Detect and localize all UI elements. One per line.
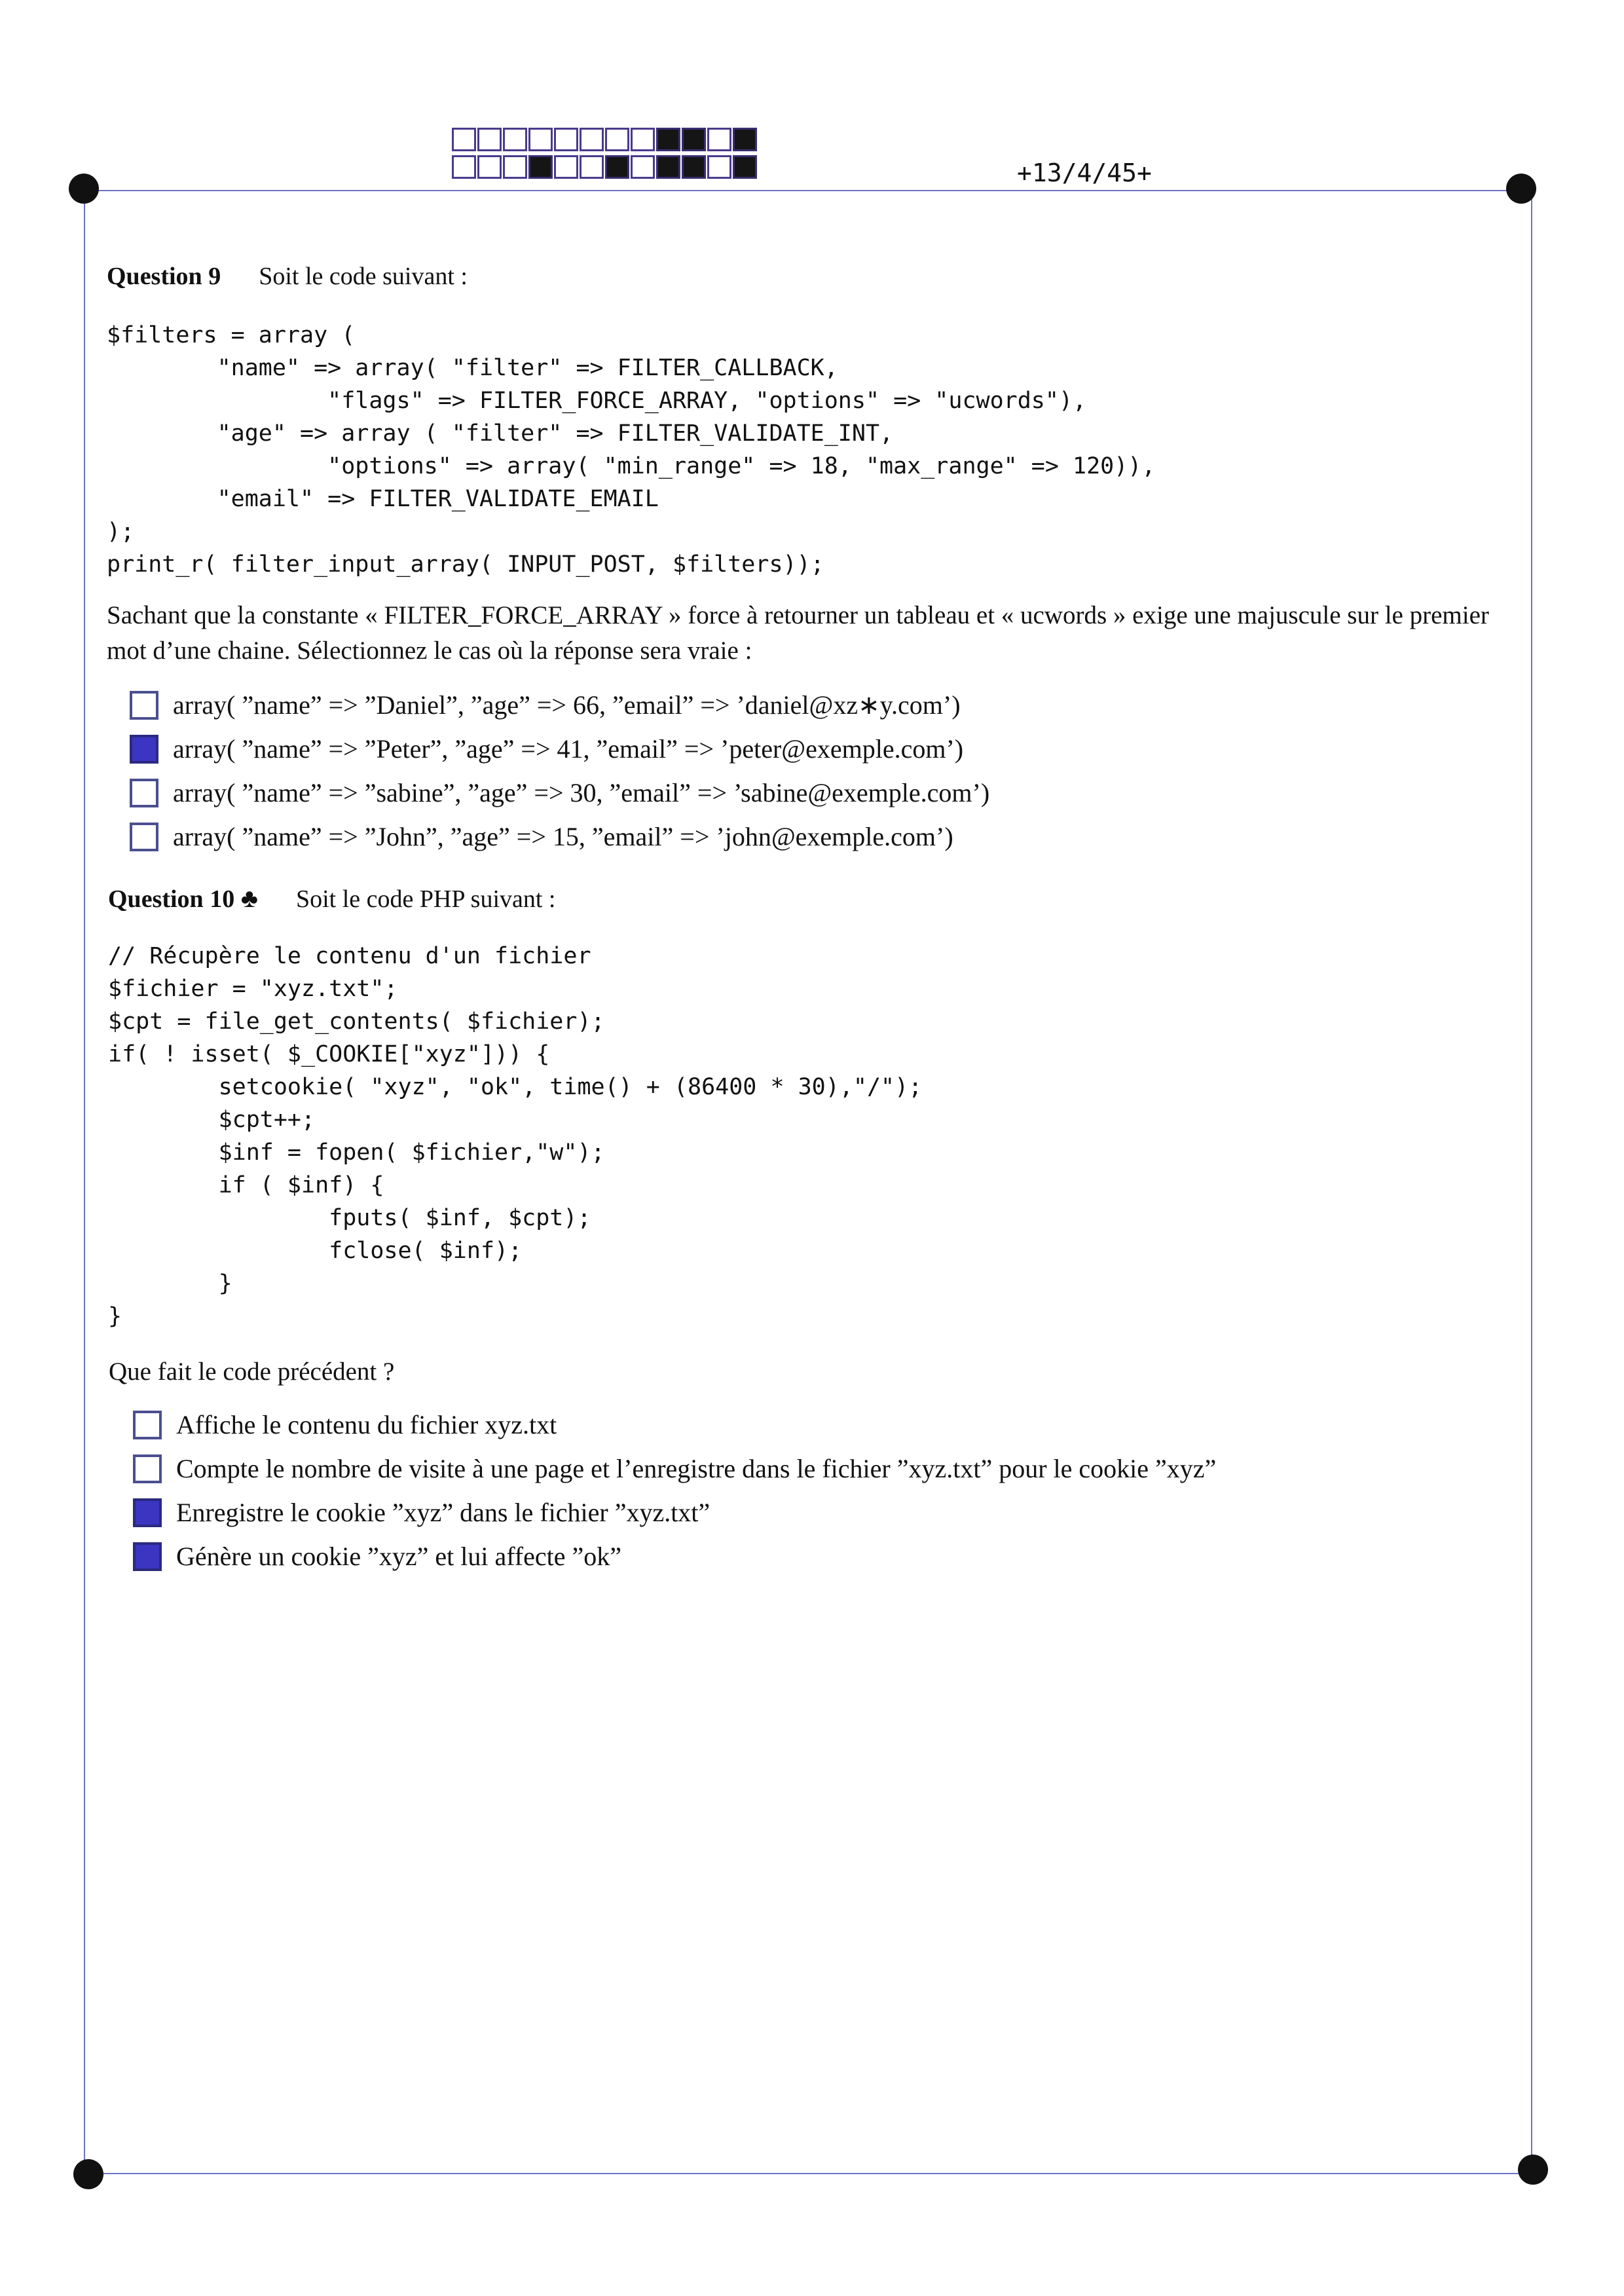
answer-text: Génère un cookie ”xyz” et lui affecte ”ok” — [176, 1542, 621, 1571]
answer-text: array( ”name” => ”sabine”, ”age” => 30, ”email” => ’sabine@exemple.com’) — [173, 778, 990, 807]
barcode-cell-filled — [682, 128, 706, 151]
barcode-cell-empty — [707, 128, 731, 151]
barcode-cell-empty — [580, 155, 604, 179]
barcode-cell-empty — [554, 128, 578, 151]
barcode-row-1 — [452, 128, 757, 151]
q9-answer-1[interactable] — [130, 690, 961, 720]
q10-prompt: Soit le code PHP suivant : — [295, 885, 556, 913]
corner-dot-top-left — [69, 174, 99, 204]
barcode-cell-empty — [503, 155, 527, 179]
barcode-cell-filled — [733, 155, 757, 179]
q10-label: Question 10 — [108, 885, 235, 913]
corner-dot-bottom-left — [73, 2159, 103, 2189]
barcode-cell-empty — [477, 128, 502, 151]
corner-dot-top-right — [1506, 174, 1536, 204]
q9-code: $filters = array ( "name" => array( "filter" => FILTER_CALLBACK, "flags" => FILTER_FORCE_ARRAY, "options" => "ucwords"), "age" => array ( "filter" => FILTER_VALIDATE_INT, "options" => array( "min_range" => 18, "max_range" => 120)), "email" => FILTER_VALIDATE_EMAIL ); print_r( filter_input_array( INPUT_POST, $filters)); — [107, 322, 1156, 578]
q9-answer-3[interactable] — [130, 777, 989, 808]
answer-text: Enregistre le cookie ”xyz” dans le fichier ”xyz.txt” — [176, 1498, 710, 1527]
answer-text: array( ”name” => ”Peter”, ”age” => 41, ”email” => ’peter@exemple.com’) — [173, 734, 964, 764]
answer-text: Compte le nombre de visite à une page et l’enregistre dans le fichier ”xyz.txt” pour le cookie ”xyz” — [176, 1454, 1217, 1483]
q9-statement: Sachant que la constante « FILTER_FORCE_ARRAY » force à retourner un tableau et « ucwords » exige une majuscule sur le premier mot d’une chaine. Sélectionnez le cas où la réponse sera vraie : — [107, 601, 1489, 665]
corner-dot-bottom-right — [1518, 2155, 1548, 2185]
q9-label: Question 9 — [107, 263, 221, 290]
checkbox[interactable] — [133, 1454, 162, 1483]
answer-text: array( ”name” => ”Daniel”, ”age” => 66, ”email” => ’daniel@xz∗y.com’) — [173, 690, 961, 720]
barcode-cell-empty — [631, 155, 655, 179]
club-icon: ♣ — [240, 883, 258, 913]
answer-text: array( ”name” => ”John”, ”age” => 15, ”email” => ’john@exemple.com’) — [173, 822, 953, 851]
page-barcode — [452, 128, 757, 183]
checkbox[interactable] — [133, 1411, 162, 1439]
q10-answer-3[interactable] — [133, 1497, 710, 1528]
barcode-cell-filled — [682, 155, 706, 179]
q10-question: Que fait le code précédent ? — [109, 1358, 395, 1386]
barcode-cell-empty — [631, 128, 655, 151]
barcode-row-2 — [452, 155, 757, 179]
barcode-cell-filled — [656, 155, 680, 179]
barcode-cell-empty — [707, 155, 731, 179]
checkbox[interactable] — [130, 779, 158, 807]
q10-answer-4[interactable] — [133, 1541, 621, 1572]
barcode-cell-empty — [452, 128, 476, 151]
q10-title — [108, 883, 556, 914]
q10-answer-1[interactable] — [133, 1409, 557, 1440]
barcode-cell-filled — [528, 155, 553, 179]
barcode-cell-filled — [656, 128, 680, 151]
answer-text: Affiche le contenu du fichier xyz.txt — [176, 1410, 557, 1439]
barcode-cell-empty — [554, 155, 578, 179]
q9-answer-2[interactable] — [130, 733, 963, 764]
page-id: +13/4/45+ — [1017, 158, 1152, 187]
barcode-cell-empty — [452, 155, 476, 179]
barcode-cell-empty — [605, 128, 629, 151]
barcode-cell-empty — [580, 128, 604, 151]
checkbox[interactable] — [130, 691, 158, 720]
checkbox[interactable] — [130, 823, 158, 851]
barcode-cell-filled — [733, 128, 757, 151]
q9-title — [107, 262, 468, 291]
barcode-cell-empty — [477, 155, 502, 179]
checked-checkbox[interactable] — [130, 735, 158, 764]
checked-checkbox[interactable] — [133, 1498, 162, 1527]
q10-code: // Récupère le contenu d'un fichier $fichier = "xyz.txt"; $cpt = file_get_contents( $fichier); if( ! isset( $_COOKIE["xyz"])) { setcookie( "xyz", "ok", time() + (86400 * 30),"/"); $cpt++; $inf = fopen( $fichier,"w"); if ( $inf) { fputs( $inf, $cpt); fclose( $inf); } } — [108, 943, 923, 1329]
barcode-cell-empty — [503, 128, 527, 151]
barcode-cell-empty — [528, 128, 553, 151]
checked-checkbox[interactable] — [133, 1542, 162, 1571]
q10-answer-2[interactable] — [133, 1453, 1216, 1484]
q9-prompt: Soit le code suivant : — [259, 263, 468, 290]
barcode-cell-filled — [605, 155, 629, 179]
q9-answer-4[interactable] — [130, 821, 953, 852]
